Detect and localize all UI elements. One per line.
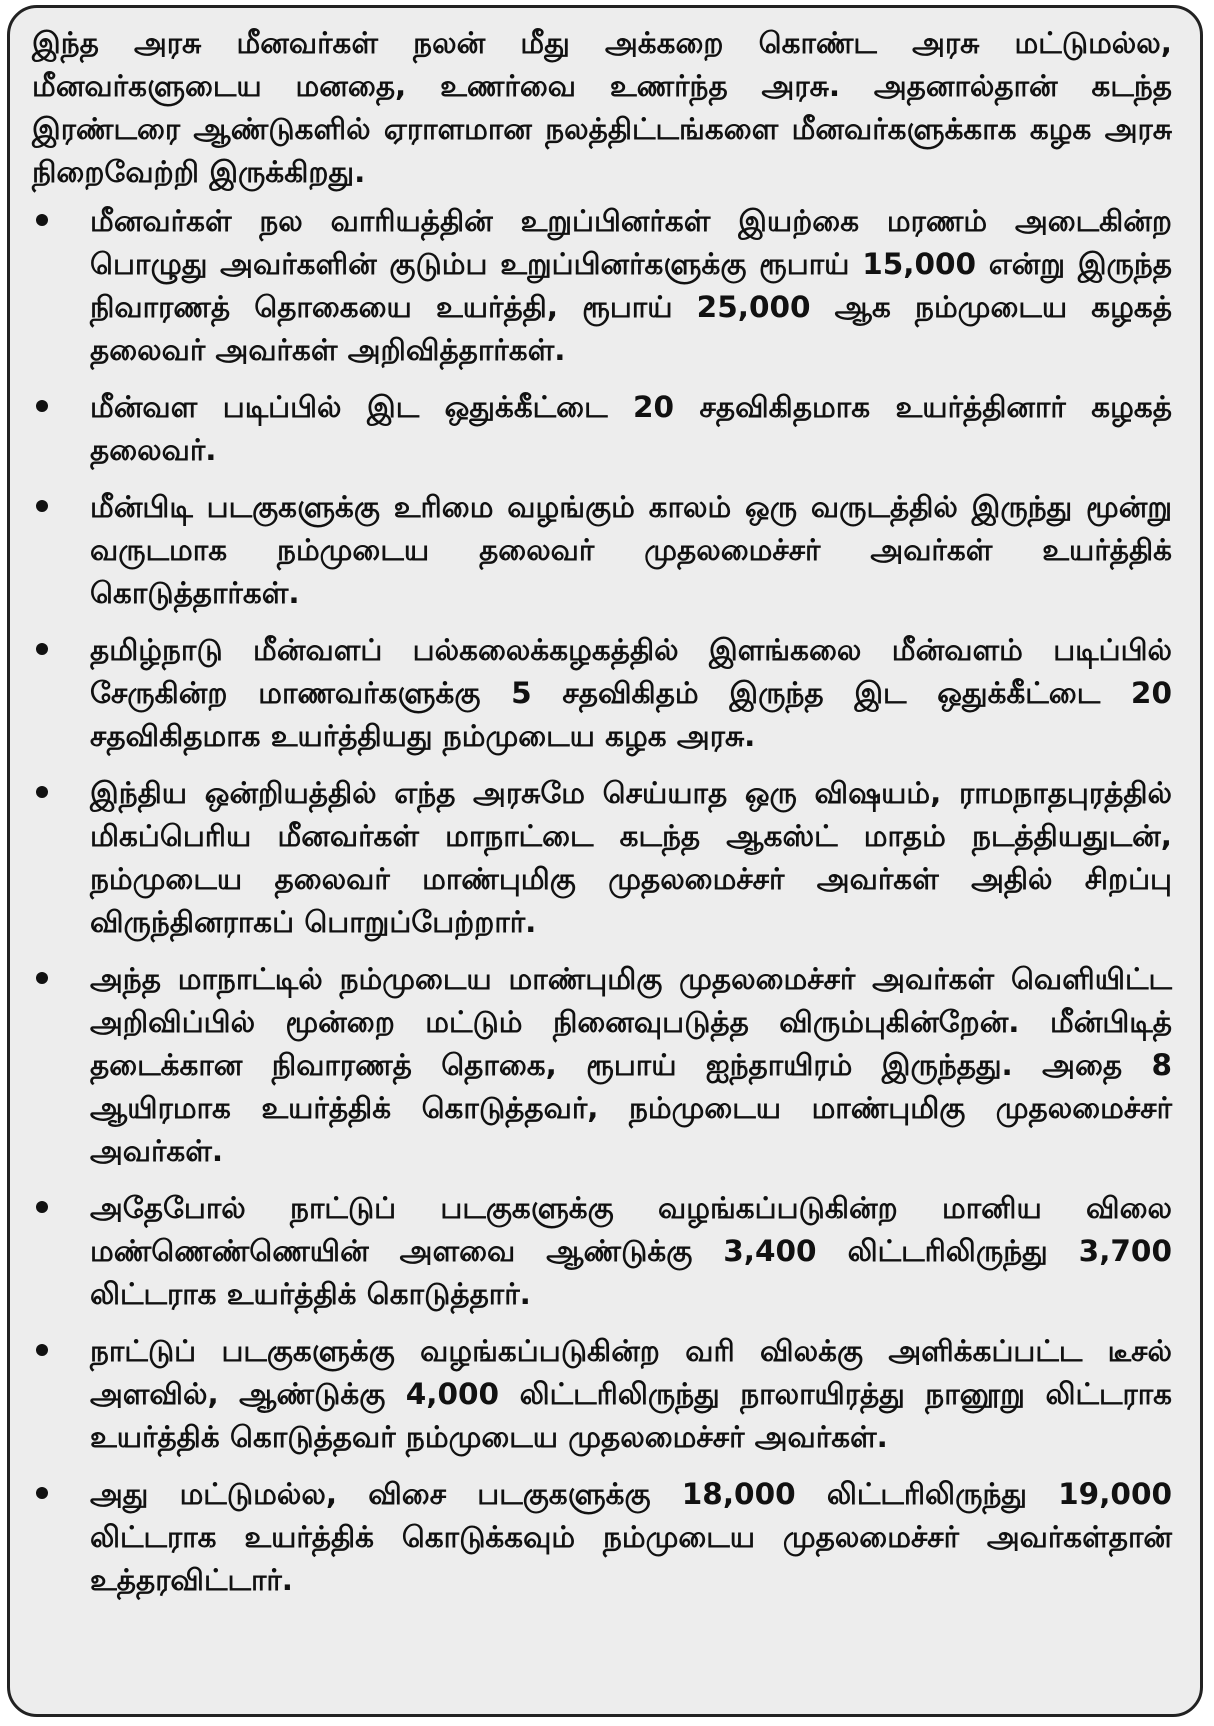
list-item-text: அது மட்டுமல்ல, விசை படகுகளுக்கு 18,000 லிட்டரிலிருந்து 19,000 லிட்டராக உயர்த்திக் கொடுக்கவும் நம்முடைய முதலமைச்சர் அவர்கள்தான் உத்தரவிட்டார். [90, 1477, 1172, 1597]
list-item [32, 486, 1172, 615]
intro-paragraph: இந்த அரசு மீனவர்கள் நலன் மீது அக்கறை கொண்ட அரசு மட்டுமல்ல, மீனவர்களுடைய மனதை, உணர்வை உணர்ந்த அரசு. அதனால்தான் கடந்த இரண்டரை ஆண்டுகளில் ஏராளமான நலத்திட்டங்களை மீனவர்களுக்காக கழக அரசு நிறைவேற்றி இருக்கிறது. [32, 26, 1172, 189]
bullet-icon [36, 400, 48, 412]
list-item [32, 629, 1172, 758]
bullet-icon [36, 643, 48, 655]
list-item [32, 1473, 1172, 1602]
list-item-text: மீன்பிடி படகுகளுக்கு உரிமை வழங்கும் காலம் ஒரு வருடத்தில் இருந்து மூன்று வருடமாக நம்முடைய தலைவர் முதலமைச்சர் அவர்கள் உயர்த்திக் கொடுத்தார்கள். [90, 490, 1172, 610]
list-item [32, 958, 1172, 1173]
list-item-text: நாட்டுப் படகுகளுக்கு வழங்கப்படுகின்ற வரி விலக்கு அளிக்கப்பட்ட டீசல் அளவில், ஆண்டுக்கு 4,000 லிட்டரிலிருந்து நாலாயிரத்து நானூறு லிட்டராக உயர்த்திக் கொடுத்தவர் நம்முடைய முதலமைச்சர் அவர்கள். [90, 1334, 1172, 1454]
list-item [32, 772, 1172, 944]
bullet-icon [36, 214, 48, 226]
list-item-text: அதேபோல் நாட்டுப் படகுகளுக்கு வழங்கப்படுகின்ற மானிய விலை மண்ணெண்ணெயின் அளவை ஆண்டுக்கு 3,400 லிட்டரிலிருந்து 3,700 லிட்டராக உயர்த்திக் கொடுத்தார். [90, 1191, 1172, 1311]
bullet-icon [36, 500, 48, 512]
list-item-text: இந்திய ஒன்றியத்தில் எந்த அரசுமே செய்யாத ஒரு விஷயம், ராமநாதபுரத்தில் மிகப்பெரிய மீனவர்கள் மாநாட்டை கடந்த ஆகஸ்ட் மாதம் நடத்தியதுடன், நம்முடைய தலைவர் மாண்புமிகு முதலமைச்சர் அவர்கள் அதில் சிறப்பு விருந்தினராகப் பொறுப்பேற்றார். [90, 776, 1172, 939]
list-item [32, 1330, 1172, 1459]
list-item [32, 1187, 1172, 1316]
bullet-icon [36, 1201, 48, 1213]
list-item [32, 200, 1172, 372]
list-item [32, 386, 1172, 472]
bullet-icon [36, 972, 48, 984]
bullet-list [32, 200, 1172, 1602]
list-item-text: மீனவர்கள் நல வாரியத்தின் உறுப்பினர்கள் இயற்கை மரணம் அடைகின்ற பொழுது அவர்களின் குடும்ப உறுப்பினர்களுக்கு ரூபாய் 15,000 என்று இருந்த நிவாரணத் தொகையை உயர்த்தி, ரூபாய் 25,000 ஆக நம்முடைய கழகத் தலைவர் அவர்கள் அறிவித்தார்கள். [90, 204, 1172, 367]
bullet-icon [36, 786, 48, 798]
bullet-icon [36, 1344, 48, 1356]
document-box [7, 5, 1203, 1717]
list-item-text: மீன்வள படிப்பில் இட ஒதுக்கீட்டை 20 சதவிகிதமாக உயர்த்தினார் கழகத் தலைவர். [90, 390, 1172, 467]
list-item-text: அந்த மாநாட்டில் நம்முடைய மாண்புமிகு முதலமைச்சர் அவர்கள் வெளியிட்ட அறிவிப்பில் மூன்றை மட்டும் நினைவுபடுத்த விரும்புகின்றேன். மீன்பிடித் தடைக்கான நிவாரணத் தொகை, ரூபாய் ஐந்தாயிரம் இருந்தது. அதை 8 ஆயிரமாக உயர்த்திக் கொடுத்தவர், நம்முடைய மாண்புமிகு முதலமைச்சர் அவர்கள். [90, 962, 1172, 1168]
bullet-icon [36, 1487, 48, 1499]
list-item-text: தமிழ்நாடு மீன்வளப் பல்கலைக்கழகத்தில் இளங்கலை மீன்வளம் படிப்பில் சேருகின்ற மாணவர்களுக்கு 5 சதவிகிதம் இருந்த இட ஒதுக்கீட்டை 20 சதவிகிதமாக உயர்த்தியது நம்முடைய கழக அரசு. [90, 633, 1172, 753]
